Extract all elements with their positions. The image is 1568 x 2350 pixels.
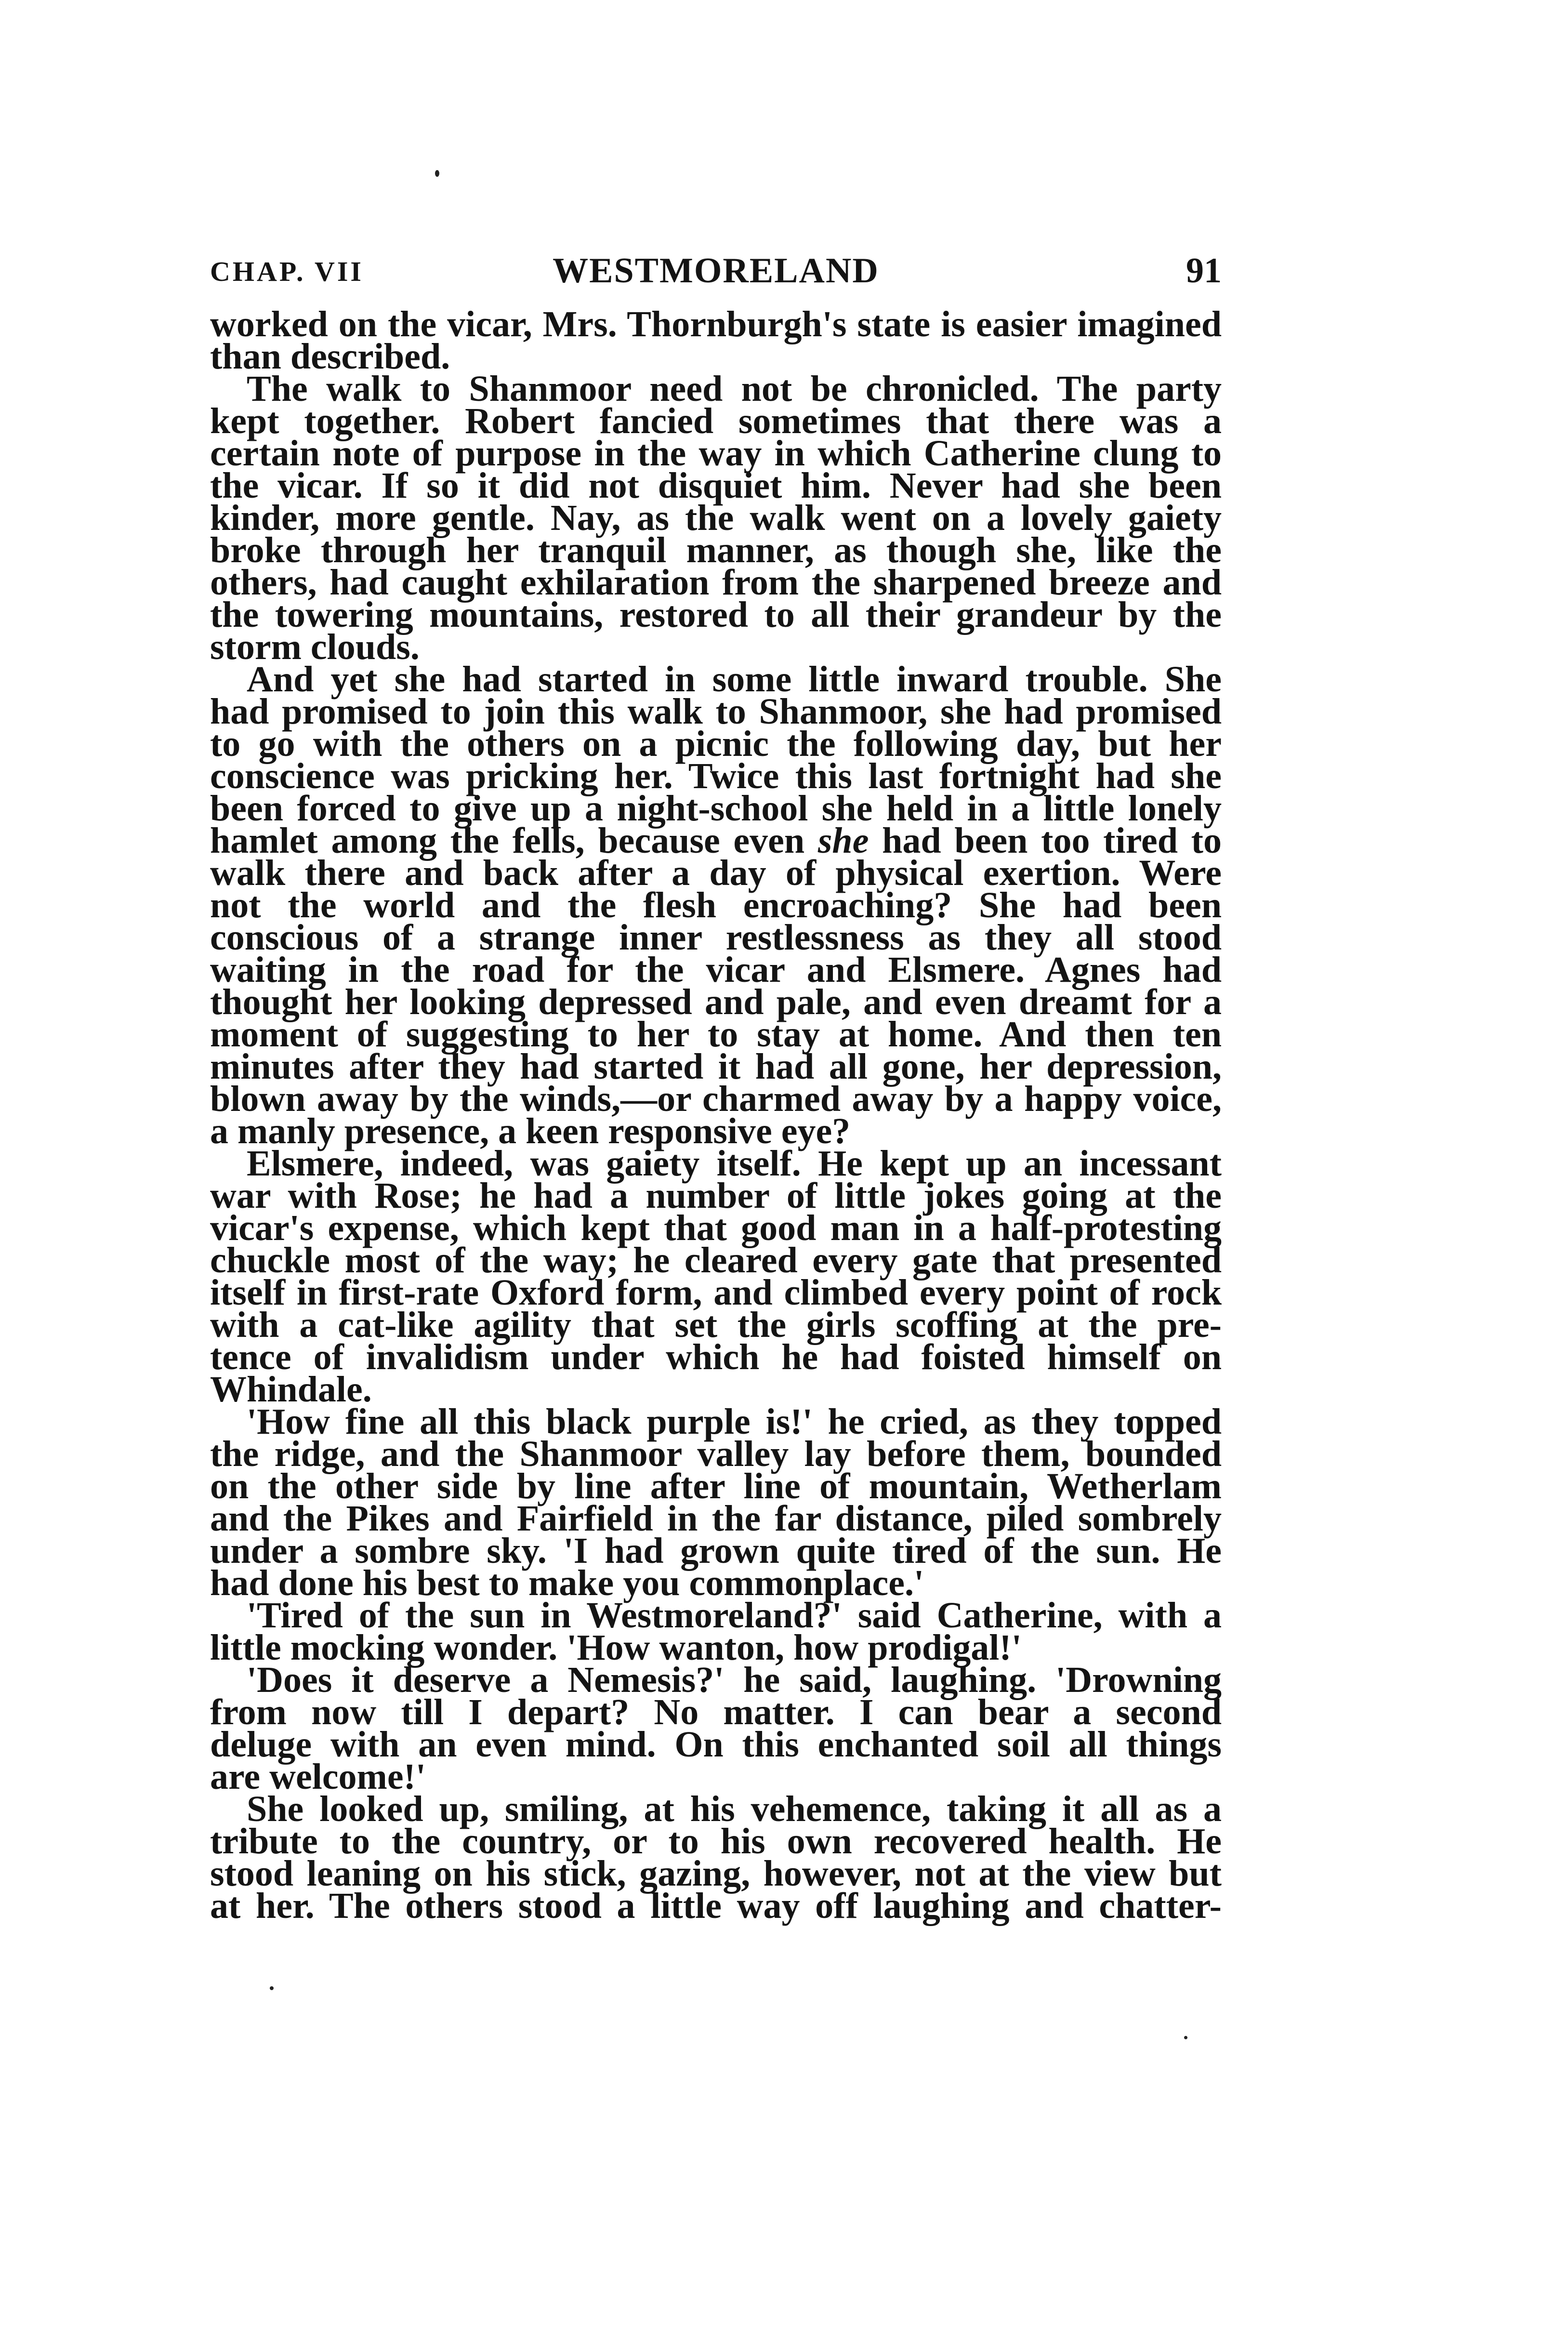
text-line: minutes after they had started it had all gone, her depression, <box>210 1046 1222 1087</box>
text-line: itself in first-rate Oxford form, and climbed every point of rock <box>210 1272 1222 1313</box>
text-line: Elsmere, indeed, was gaiety itself. He kept up an incessant <box>247 1143 1222 1184</box>
running-title: WESTMORELAND <box>553 251 879 290</box>
text-line: 'Does it deserve a Nemesis?' he said, laughing. 'Drowning <box>247 1660 1222 1700</box>
text-line: with a cat-like agility that set the girls scoffing at the pre- <box>210 1305 1222 1345</box>
text-line: little mocking wonder. 'How wanton, how prodigal!' <box>210 1627 1022 1668</box>
text-line: deluge with an even mind. On this enchanted soil all things <box>210 1724 1222 1765</box>
page-speck-bottom-left <box>270 1986 274 1990</box>
text-line: hamlet among the fells, because even she had been too tired to <box>210 820 1222 861</box>
text-line: conscience was pricking her. Twice this last fortnight had she <box>210 756 1222 796</box>
text-line: and the Pikes and Fairfield in the far distance, piled sombrely <box>210 1498 1222 1539</box>
text-line: tribute to the country, or to his own recovered health. He <box>210 1821 1222 1862</box>
page-speck-bottom-right <box>1184 2036 1187 2039</box>
text-line: worked on the vicar, Mrs. Thornburgh's state is easier imagined <box>210 304 1222 344</box>
text-line: chuckle most of the way; he cleared every gate that presented <box>210 1240 1222 1281</box>
text-line: stood leaning on his stick, gazing, however, not at the view but <box>210 1853 1222 1894</box>
text-line: vicar's expense, which kept that good man in a half-protesting <box>210 1208 1222 1248</box>
running-header <box>210 251 1222 294</box>
text-line: others, had caught exhilaration from the sharpened breeze and <box>210 562 1222 603</box>
text-line: at her. The others stood a little way off laughing and chatter- <box>210 1886 1222 1926</box>
text-line: war with Rose; he had a number of little jokes going at the <box>210 1175 1222 1216</box>
text-line: waiting in the road for the vicar and Elsmere. Agnes had <box>210 950 1222 990</box>
text-line: than described. <box>210 336 450 377</box>
text-line: moment of suggesting to her to stay at home. And then ten <box>210 1014 1222 1055</box>
chapter-label: CHAP. VII <box>210 256 364 287</box>
text-line: had done his best to make you commonplace.' <box>210 1563 924 1603</box>
text-line: are welcome!' <box>210 1756 426 1797</box>
text-line: She looked up, smiling, at his vehemence, taking it all as a <box>247 1789 1222 1829</box>
text-line: broke through her tranquil manner, as though she, like the <box>210 530 1222 570</box>
text-line: kept together. Robert fancied sometimes that there was a <box>210 401 1222 441</box>
text-line: The walk to Shanmoor need not be chronicled. The party <box>247 369 1222 409</box>
text-line: 'Tired of the sun in Westmoreland?' said Catherine, with a <box>247 1595 1222 1636</box>
text-line: 'How fine all this black purple is!' he cried, as they topped <box>247 1401 1222 1442</box>
text-line: storm clouds. <box>210 627 420 667</box>
text-line: certain note of purpose in the way in which Catherine clung to <box>210 433 1222 474</box>
text-line: the vicar. If so it did not disquiet him. Never had she been <box>210 465 1222 506</box>
text-line: blown away by the winds,—or charmed away by a happy voice, <box>210 1079 1222 1119</box>
page-number: 91 <box>1186 251 1222 290</box>
text-line: kinder, more gentle. Nay, as the walk went on a lovely gaiety <box>210 498 1222 538</box>
text-line: conscious of a strange inner restlessness as they all stood <box>210 917 1222 958</box>
text-line: walk there and back after a day of physical exertion. Were <box>210 853 1222 893</box>
text-line: under a sombre sky. 'I had grown quite tired of the sun. He <box>210 1531 1222 1571</box>
text-line: been forced to give up a night-school she held in a little lonely <box>210 788 1222 829</box>
text-line: to go with the others on a picnic the following day, but her <box>210 724 1222 764</box>
text-line: had promised to join this walk to Shanmoor, she had promised <box>210 691 1222 732</box>
text-line: thought her looking depressed and pale, and even dreamt for a <box>210 982 1222 1022</box>
page-speck-top <box>435 170 439 177</box>
body-text <box>210 304 1222 1926</box>
text-line: from now till I depart? No matter. I can bear a second <box>210 1692 1222 1732</box>
text-line: not the world and the flesh encroaching? She had been <box>210 885 1222 925</box>
text-line: the towering mountains, restored to all their grandeur by the <box>210 594 1222 635</box>
text-line: a manly presence, a keen responsive eye? <box>210 1111 851 1151</box>
text-line: And yet she had started in some little inward trouble. She <box>247 659 1222 700</box>
text-line: tence of invalidism under which he had foisted himself on <box>210 1337 1222 1377</box>
text-line: on the other side by line after line of mountain, Wetherlam <box>210 1466 1222 1506</box>
text-line: the ridge, and the Shanmoor valley lay before them, bounded <box>210 1434 1222 1474</box>
text-line: Whindale. <box>210 1369 372 1410</box>
